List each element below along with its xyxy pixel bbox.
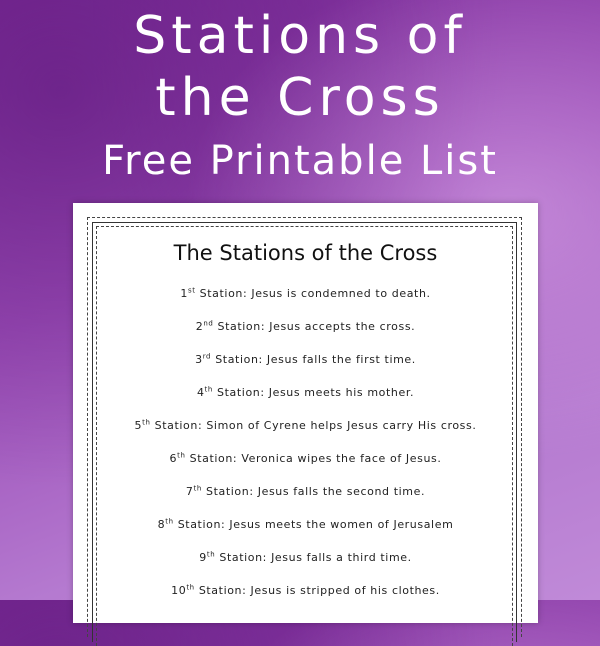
station-number: 1 bbox=[180, 287, 188, 300]
station-item bbox=[73, 517, 538, 550]
ordinal-suffix: th bbox=[206, 550, 216, 559]
ordinal-suffix: nd bbox=[203, 319, 214, 328]
station-text: Station: Simon of Cyrene helps Jesus carry His cross. bbox=[150, 419, 477, 432]
station-item bbox=[73, 451, 538, 484]
station-item bbox=[73, 484, 538, 517]
title-line-2: the Cross bbox=[155, 68, 445, 128]
station-text: Station: Jesus falls the first time. bbox=[211, 353, 416, 366]
title-line-1: Stations of bbox=[133, 6, 467, 66]
station-number: 5 bbox=[134, 419, 143, 432]
subtitle: Free Printable List bbox=[102, 138, 498, 184]
ordinal-suffix: th bbox=[142, 418, 151, 427]
station-item bbox=[73, 352, 538, 385]
station-text: Station: Jesus meets his mother. bbox=[212, 386, 415, 399]
station-text: Station: Jesus accepts the cross. bbox=[213, 320, 416, 333]
list-title: The Stations of the Cross bbox=[173, 241, 438, 265]
ordinal-suffix: rd bbox=[202, 352, 212, 361]
station-text: Station: Jesus falls a third time. bbox=[215, 551, 412, 564]
station-number: 8 bbox=[157, 518, 166, 531]
ordinal-suffix: th bbox=[165, 517, 174, 526]
stations-list bbox=[73, 286, 538, 616]
station-text: Station: Jesus meets the women of Jerusalem bbox=[173, 518, 454, 531]
station-number: 10 bbox=[171, 584, 187, 597]
station-number: 9 bbox=[199, 551, 207, 564]
station-number: 4 bbox=[196, 386, 205, 399]
ordinal-suffix: th bbox=[177, 451, 186, 460]
station-text: Station: Jesus falls the second time. bbox=[201, 485, 426, 498]
ordinal-suffix: th bbox=[204, 385, 213, 394]
station-number: 3 bbox=[195, 353, 203, 366]
station-item bbox=[73, 550, 538, 583]
station-text: Station: Jesus is stripped of his clothes. bbox=[194, 584, 440, 597]
printable-sheet bbox=[73, 203, 538, 623]
ordinal-suffix: st bbox=[187, 286, 196, 295]
station-number: 6 bbox=[169, 452, 178, 465]
station-item bbox=[73, 319, 538, 352]
station-number: 7 bbox=[185, 485, 194, 498]
station-text: Station: Veronica wipes the face of Jesus. bbox=[185, 452, 442, 465]
station-text: Station: Jesus is condemned to death. bbox=[195, 287, 431, 300]
station-number: 2 bbox=[195, 320, 204, 333]
ordinal-suffix: th bbox=[186, 583, 195, 592]
header bbox=[0, 0, 600, 200]
station-item bbox=[73, 286, 538, 319]
station-item bbox=[73, 418, 538, 451]
ordinal-suffix: th bbox=[193, 484, 202, 493]
station-item bbox=[73, 385, 538, 418]
